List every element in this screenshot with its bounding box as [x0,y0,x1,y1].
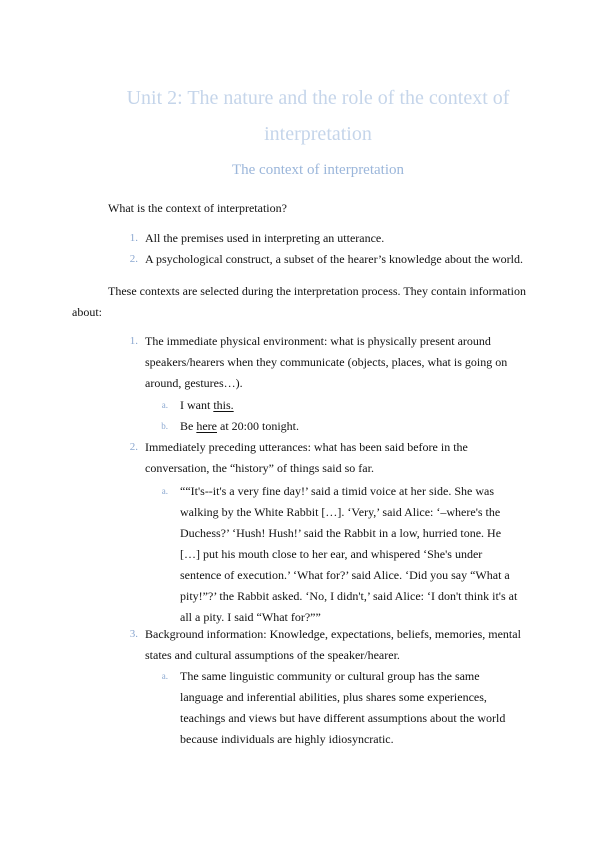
list-text: All the premises used in interpreting an utterance. [145,231,385,245]
list-number: 1. [129,232,138,244]
list-text: Background information: Knowledge, expectations, beliefs, memories, mental states and cultural assumptions of the speaker/hearer. [145,627,521,662]
list-text: A psychological construct, a subset of the hearer’s knowledge about the world. [145,252,524,266]
list-text: Immediately preceding utterances: what has been said before in the conversation, the “history” of things said so far. [145,440,468,475]
example-text [180,395,520,416]
question-paragraph: What is the context of interpretation? [108,201,287,215]
example-letter: b. [161,421,168,431]
example-text-after: at 20:00 tonight. [217,419,299,433]
list-number: 1. [129,335,138,347]
example-text-before: I want [180,398,214,412]
example-text [180,416,520,437]
intro-paragraph: These contexts are selected during the interpretation process. They contain information about: [72,284,526,319]
list-number: 2. [129,441,138,453]
list-text: The immediate physical environment: what is physically present around speakers/hearers when they communicate (objects, places, what is going on around, gestures…). [145,334,508,390]
example-text-before: Be [180,419,197,433]
example-text: ““It's--it's a very fine day!’ said a timid voice at her side. She was walking by the White Rabbit […]. ‘Very,’ said Alice: ‘–where's the Duchess?’ ‘Hush! Hush!’ said the Rabbit in a low, hurried tone. He […] put his mouth close to her ear, and whispered ‘She's under sentence of execution.’ ‘What for?’ said Alice. ‘Did you say “What a pity!”?’ the Rabbit asked. ‘No, I didn't,’ said Alice: ‘I don't think it's at all a pity. I said “What for?”” [180,484,518,624]
section-heading: The context of interpretation [231,162,405,178]
list-number: 3. [129,628,138,640]
example-text: The same linguistic community or cultural group has the same language and inferential abilities, plus shares some experiences, teachings and views but have different assumptions about the world because individuals are highly idiosyncratic. [180,669,506,746]
page-title: Unit 2: The nature and the role of the context of interpretation [126,87,510,145]
example-letter: a. [161,400,168,410]
example-letter: a. [161,486,168,496]
example-letter: a. [161,671,168,681]
underlined-deictic: this. [213,398,234,412]
list-number: 2. [129,253,138,265]
underlined-deictic: here [196,419,217,433]
